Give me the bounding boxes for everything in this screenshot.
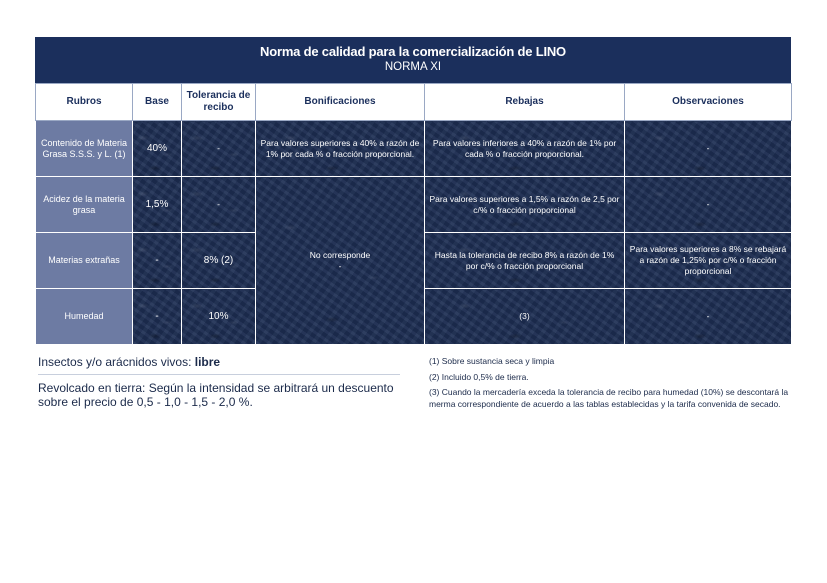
document-subtitle: NORMA XI bbox=[384, 61, 442, 73]
rubro-cell: Humedad bbox=[36, 289, 133, 345]
bonificacion-merged-line2: - bbox=[338, 260, 342, 271]
bonificacion-merged-cell bbox=[256, 177, 425, 345]
footnote-2: (2) Incluido 0,5% de tierra. bbox=[429, 371, 529, 382]
base-cell: - bbox=[133, 233, 182, 289]
table-row bbox=[36, 121, 792, 177]
bonificacion-merged-line1: No corresponde bbox=[309, 249, 371, 260]
table-row bbox=[36, 177, 792, 233]
tolerancia-cell: 8% (2) bbox=[182, 233, 256, 289]
header-base: Base bbox=[133, 84, 182, 121]
base-cell: - bbox=[133, 289, 182, 345]
header-row bbox=[36, 84, 792, 121]
rubro-cell: Acidez de la materia grasa bbox=[36, 177, 133, 233]
revolcado-note: Revolcado en tierra: Según la intensidad se arbitrará un descuento sobre el precio de 0,5 - 1,0 - 1,5 - 2,0 %. bbox=[38, 381, 394, 409]
rubro-cell: Contenido de Materia Grasa S.S.S. y L. (1) bbox=[36, 121, 133, 177]
quality-table bbox=[35, 83, 792, 345]
rebaja-cell: Hasta la tolerancia de recibo 8% a razón de 1% por c/% o fracción proporcional bbox=[425, 233, 625, 289]
insectos-label: Insectos y/o arácnidos vivos: bbox=[38, 355, 192, 369]
footnote-3: (3) Cuando la mercadería exceda la tolerancia de recibo para humedad (10%) se descontará la merma correspondiente de acuerdo a las tablas establecidas y la tarifa convenida de secado. bbox=[429, 387, 789, 409]
header-observaciones: Observaciones bbox=[625, 84, 792, 121]
header-rubros: Rubros bbox=[36, 84, 133, 121]
bonificacion-cell: Para valores superiores a 40% a razón de 1% por cada % o fracción proporcional. bbox=[256, 121, 425, 177]
base-cell: 40% bbox=[133, 121, 182, 177]
rebaja-cell: Para valores superiores a 1,5% a razón de 2,5 por c/% o fracción proporcional bbox=[425, 177, 625, 233]
tolerancia-cell: - bbox=[182, 121, 256, 177]
footnotes-block bbox=[429, 356, 791, 414]
rubro-cell: Materias extrañas bbox=[36, 233, 133, 289]
insectos-note bbox=[38, 355, 400, 375]
document-title: Norma de calidad para la comercialización de LINO bbox=[260, 44, 566, 59]
header-rebajas: Rebajas bbox=[425, 84, 625, 121]
quality-standard-document bbox=[35, 37, 791, 345]
header-tolerancia: Tolerancia de recibo bbox=[182, 84, 256, 121]
header-bonificaciones: Bonificaciones bbox=[256, 84, 425, 121]
notes-block bbox=[38, 355, 408, 409]
insectos-value: libre bbox=[194, 355, 221, 369]
observacion-cell: Para valores superiores a 8% se rebajará a razón de 1,25% por c/% o fracción proporcional bbox=[625, 233, 792, 289]
footnote-1: (1) Sobre sustancia seca y limpia bbox=[429, 356, 555, 366]
tolerancia-cell: 10% bbox=[182, 289, 256, 345]
observacion-cell: - bbox=[625, 121, 792, 177]
tolerancia-cell: - bbox=[182, 177, 256, 233]
observacion-cell: - bbox=[625, 289, 792, 345]
title-bar bbox=[35, 37, 791, 83]
base-cell: 1,5% bbox=[133, 177, 182, 233]
observacion-cell: - bbox=[625, 177, 792, 233]
rebaja-cell: Para valores inferiores a 40% a razón de 1% por cada % o fracción proporcional. bbox=[425, 121, 625, 177]
rebaja-cell: (3) bbox=[425, 289, 625, 345]
